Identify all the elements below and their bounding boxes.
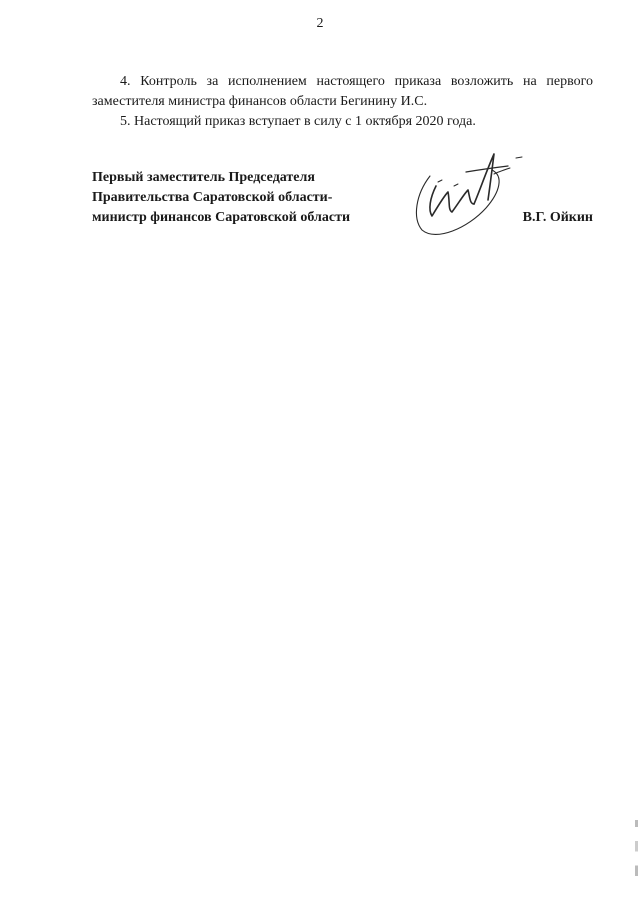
handwritten-signature-icon [408, 146, 528, 246]
paragraph-4: 4. Контроль за исполнением настоящего приказа возложить на первого заместителя министра финансов области Бегинину И.С. [92, 74, 593, 109]
signer-title [92, 168, 350, 228]
signer-title-line-3: министр финансов Саратовской области [92, 210, 351, 225]
signature-block [92, 168, 593, 248]
paragraph-5: 5. Настоящий приказ вступает в силу с 1 октября 2020 года. [120, 114, 476, 129]
signer-name: В.Г. Ойкин [522, 210, 593, 225]
page-number: 2 [316, 16, 324, 31]
signer-title-line-2: Правительства Саратовской области- [92, 190, 333, 205]
signer-title-line-1: Первый заместитель Председателя [92, 170, 315, 185]
document-body [92, 72, 593, 132]
scan-edge-artifact [635, 820, 638, 890]
